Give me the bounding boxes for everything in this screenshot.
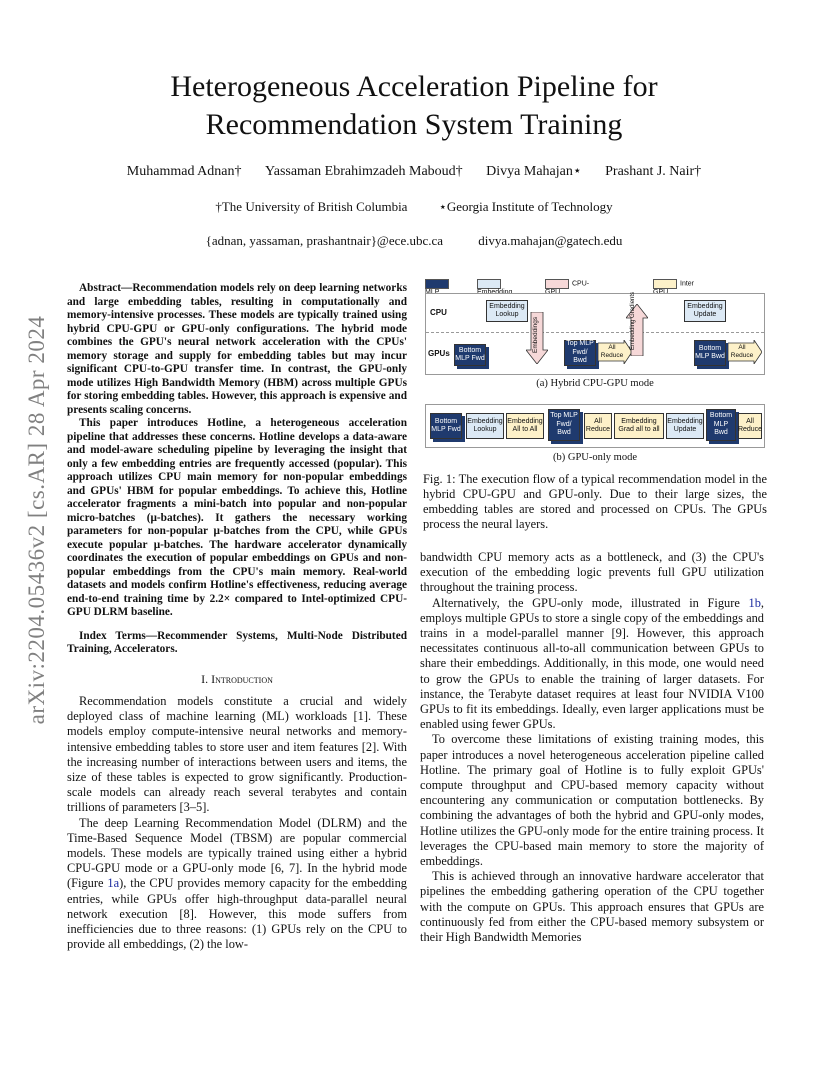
right-paragraph-4: This is achieved through an innovative hardware accelerator that pipelines the embedding gathering operation of the CPU together with the compute on GPUs. This approach ensures that GPUs are continuously fed from either the CPU-based memory subsystem or their High Bandwidth Memories xyxy=(420,869,764,945)
affiliation: ⋆Georgia Institute of Technology xyxy=(438,199,613,214)
figure-caption: Fig. 1: The execution flow of a typical recommendation model in the hybrid CPU-GPU and GPU-only. Due to their large sizes, the embedding tables are stored and processed on CPUs. The GPUs process the neural layers. xyxy=(423,472,767,531)
row-label-cpu: CPU xyxy=(430,308,447,317)
embedding-lookup-box-b: Embedding Lookup xyxy=(466,413,504,439)
all-reduce-box-b: All Reduce xyxy=(584,413,612,439)
arxiv-stamp xyxy=(26,285,48,755)
right-column xyxy=(420,550,764,945)
legend-embedding xyxy=(477,279,512,289)
right-paragraph-3: To overcome these limitations of existing training modes, this paper introduces a novel heterogeneous acceleration pipeline called Hotline. The primary goal of Hotline is to fully exploit GPUs' compute throughput and CPU-based memory capacity without encountering any communication or computation bottlenecks. By combining the advantages of both the hybrid and GPU-only modes, Hotline utilizes the GPU-only mode for the entire training process. It leverages the CPU-based main memory to store the majority of embeddings. xyxy=(420,732,764,869)
abstract: Abstract—Recommendation models rely on deep learning networks and large embedding tables, resulting in computationally and memory-intensive processes. These models are typically trained using hybrid CPU-GPU or GPU-only configurations. The hybrid mode combines the GPU's neural network acceleration with the CPUs' memory storage and supply for embedding tables but may incur significant CPU-to-GPU transfer time. In contrast, the GPU-only mode utilizes High Bandwidth Memory (HBM) across multiple GPUs for storing embedding tables. However, this approach is expensive and presents scaling concerns. xyxy=(67,282,407,416)
author-list xyxy=(0,163,828,180)
author: Divya Mahajan⋆ xyxy=(486,164,582,179)
author: Muhammad Adnan† xyxy=(126,164,242,179)
legend-inter-gpu: Inter xyxy=(653,279,702,289)
embedding-lookup-box: Embedding Lookup xyxy=(486,300,528,322)
all-reduce-box-b2: All Reduce xyxy=(738,413,762,439)
left-column xyxy=(67,282,407,952)
top-mlp-box-b: Top MLP Fwd/ Bwd xyxy=(548,409,580,441)
section-heading: I. Introduction xyxy=(201,671,273,686)
intro-paragraph-2: The deep Learning Recommendation Model (DLRM) and the Time-Based Sequence Model (TBSM) are popular commercial models. These models are typically trained using either a hybrid CPU-GPU mode or a GPU-only mode [6, 7]. In the hybrid mode (Figure 1a), the CPU provides memory capacity for the embedding entries, while GPUs offer high-throughput data-parallel neural network execution [8]. However, this mode suffers from inefficiencies due to three reasons: (1) GPUs rely on the CPU to provide all embeddings, (2) the low- xyxy=(67,815,407,952)
caption-b: (b) GPU-only mode xyxy=(553,452,637,463)
embedding-grad-box: Embedding Grad all to all xyxy=(614,413,664,439)
embedding-gradients-label: Embedding Gradients xyxy=(630,291,636,350)
embedding-update-box-b: Embedding Update xyxy=(666,413,704,439)
figure-1 xyxy=(425,276,765,476)
abstract-p2: This paper introduces Hotline, a heterogeneous acceleration pipeline that addresses these concerns. Hotline develops a data-aware and model-aware scheduling pipeline by leveraging the insight that only a few embedding entries are frequently accessed (popular). This approach utilizes CPU main memory for non-popular embeddings and GPUs' HBM for popular embeddings. To achieve this, Hotline accelerator fragments a mini-batch into popular and non-popular micro-batches (μ-batches). It gathers the necessary working parameters for non-popular μ-batches from the CPU, while GPUs execute popular μ-batches. The hardware accelerator dynamically coordinates the execution of popular embeddings on GPUs and non-popular embeddings from the CPU's main memory. Real-world datasets and models confirm Hotline's effectiveness, reducing average end-to-end training time by 2.2× compared to Intel-optimized CPU-GPU DLRM baseline. xyxy=(67,417,407,618)
bottom-mlp-fwd-box-b: Bottom MLP Fwd xyxy=(430,413,462,439)
row-label-gpus: GPUs xyxy=(428,349,450,358)
legend-cpu-gpu: CPU- xyxy=(545,279,594,289)
title-line-1: Heterogeneous Acceleration Pipeline for xyxy=(170,70,658,103)
bottom-mlp-bwd-box-b: Bottom MLP Bwd xyxy=(706,409,736,441)
emails xyxy=(0,233,828,249)
intro-paragraph-1: Recommendation models constitute a crucial and widely deployed class of machine learning (ML) workloads [1]. These models employ compute-intensive neural networks and memory-intensive embedding tables to store user and item features [2]. With the increasing number of interactions between users and items, the size of these tables is expected to grow significantly. Production-scale models can already reach several terabytes and contain trillions of parameters [3–5]. xyxy=(67,694,407,815)
all-reduce-label-2: All Reduce xyxy=(730,344,754,359)
figure-ref-1a[interactable]: 1a xyxy=(107,876,120,891)
email: divya.mahajan@gatech.edu xyxy=(478,233,623,248)
embeddings-label: Embeddings xyxy=(532,316,539,353)
index-terms: Index Terms—Recommender Systems, Multi-Node Distributed Training, Accelerators. xyxy=(67,629,407,655)
bottom-mlp-fwd-box: Bottom MLP Fwd xyxy=(454,344,486,366)
bottom-mlp-bwd-box: Bottom MLP Bwd xyxy=(694,340,726,366)
author: Yassaman Ebrahimzadeh Maboud† xyxy=(265,164,463,179)
top-mlp-box: Top MLP Fwd/ Bwd xyxy=(564,340,596,366)
embedding-all-to-all-box: Embedding All to All xyxy=(506,413,544,439)
title-line-2: Recommendation System Training xyxy=(205,108,623,141)
right-paragraph-1: bandwidth CPU memory acts as a bottleneck, and (3) the CPU's execution of the embedding logic prevents full GPU utilization throughout the training process. xyxy=(420,550,764,595)
all-reduce-label: All Reduce xyxy=(600,344,624,359)
email: {adnan, yassaman, prashantnair}@ece.ubc.ca xyxy=(205,233,444,248)
panel-gpu-only xyxy=(425,404,765,448)
paper-title xyxy=(0,68,828,144)
affiliation: †The University of British Columbia xyxy=(215,199,408,214)
figure-ref-1b[interactable]: 1b xyxy=(748,595,761,610)
right-paragraph-2: Alternatively, the GPU-only mode, illustrated in Figure 1b, employs multiple GPUs to store a single copy of the embeddings and trains in a model-parallel manner [9]. However, this approach necessitates continuous all-to-all communication between GPUs to share their embeddings. Additionally, in this mode, one would need to grow the GPUs to enable the training of larger datasets. For instance, the Terabyte dataset requires at least four NVIDIA V100 GPUs to fit its embeddings. Ideally, even larger applications must be enabled using fewer GPUs. xyxy=(420,595,764,732)
legend-mlp xyxy=(425,279,452,289)
embedding-update-box: Embedding Update xyxy=(684,300,726,322)
author: Prashant J. Nair† xyxy=(605,164,702,179)
caption-a: (a) Hybrid CPU-GPU mode xyxy=(536,378,654,389)
affiliations xyxy=(0,199,828,215)
arxiv-id: arXiv:2204.05436v2 [cs.AR] 28 Apr 2024 xyxy=(24,315,49,725)
panel-hybrid xyxy=(425,293,765,375)
